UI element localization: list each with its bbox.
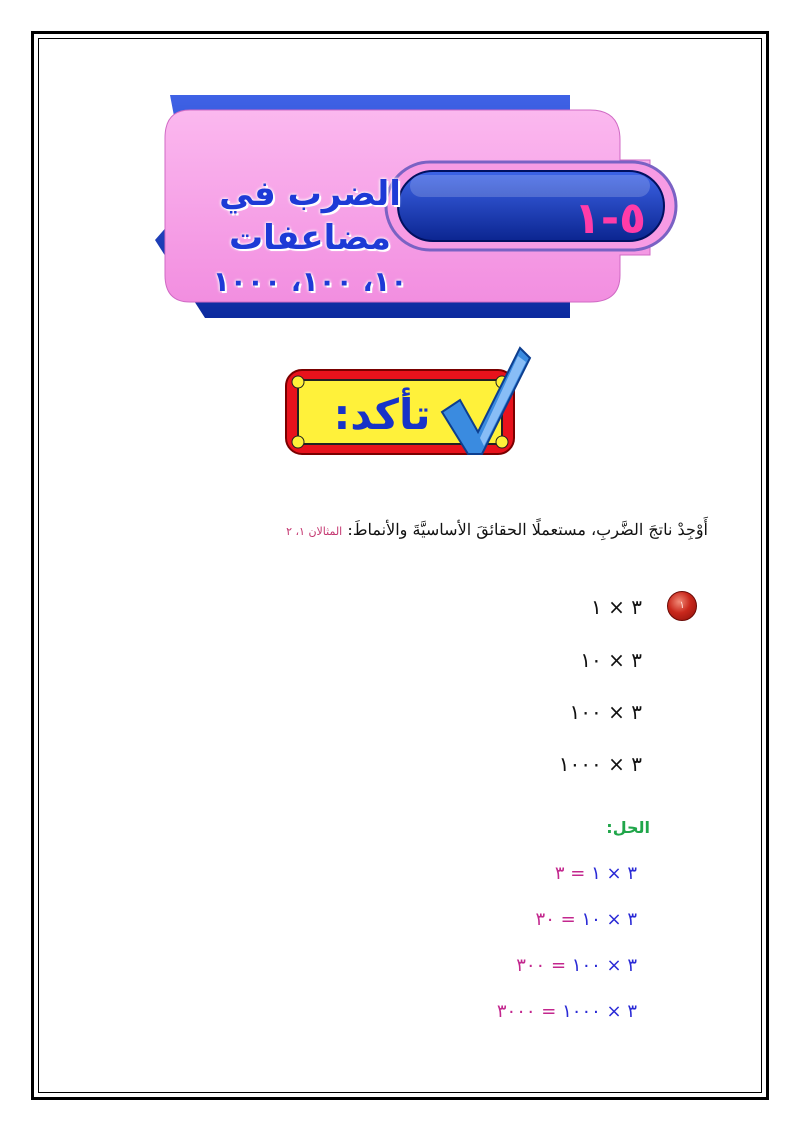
solution-line [497, 1001, 637, 1022]
lesson-banner [150, 90, 690, 330]
solution-result: ٣٠٠ [516, 955, 546, 976]
exercise-line: ٣ × ١ [591, 595, 642, 619]
instruction [88, 520, 708, 539]
solution-label: الحل: [606, 818, 650, 837]
solution-lhs: ٣ × ١ [591, 863, 637, 884]
lesson-title-main: الضرب في مضاعفات [219, 174, 401, 258]
solution-lhs: ٣ × ١٠٠٠ [562, 1001, 637, 1022]
lesson-number: ٥-١ [574, 193, 646, 244]
solution-line [516, 955, 637, 976]
solution-lhs: ٣ × ١٠٠ [571, 955, 637, 976]
lesson-title-subtitle: ١٠، ١٠٠، ١٠٠٠ [212, 265, 408, 298]
exercise-number-badge: ١ [667, 591, 697, 621]
solution-equals: = [541, 1001, 557, 1022]
exercise-line: ٣ × ١٠٠ [569, 700, 642, 724]
check-label: تأكد: [333, 390, 431, 439]
exercise-line: ٣ × ١٠ [580, 648, 642, 672]
solution-lhs: ٣ × ١٠ [581, 909, 637, 930]
solution-result: ٣٠ [535, 909, 555, 930]
solution-equals: = [550, 955, 567, 976]
check-badge [282, 342, 532, 462]
examples-reference: المثالان ١، ٢ [286, 525, 343, 538]
solution-equals: = [570, 863, 586, 884]
solution-line [536, 909, 637, 930]
solution-equals: = [560, 909, 576, 930]
instruction-text: أَوْجِدْ ناتجَ الضَّربِ، مستعملًا الحقائقَ الأساسيَّةَ والأنماطَ: [342, 520, 708, 539]
solution-result: ٣ [554, 863, 565, 884]
lesson-title [160, 172, 460, 304]
exercise-line: ٣ × ١٠٠٠ [558, 752, 642, 776]
solution-result: ٣٠٠٠ [496, 1001, 536, 1022]
solution-line [555, 863, 637, 884]
